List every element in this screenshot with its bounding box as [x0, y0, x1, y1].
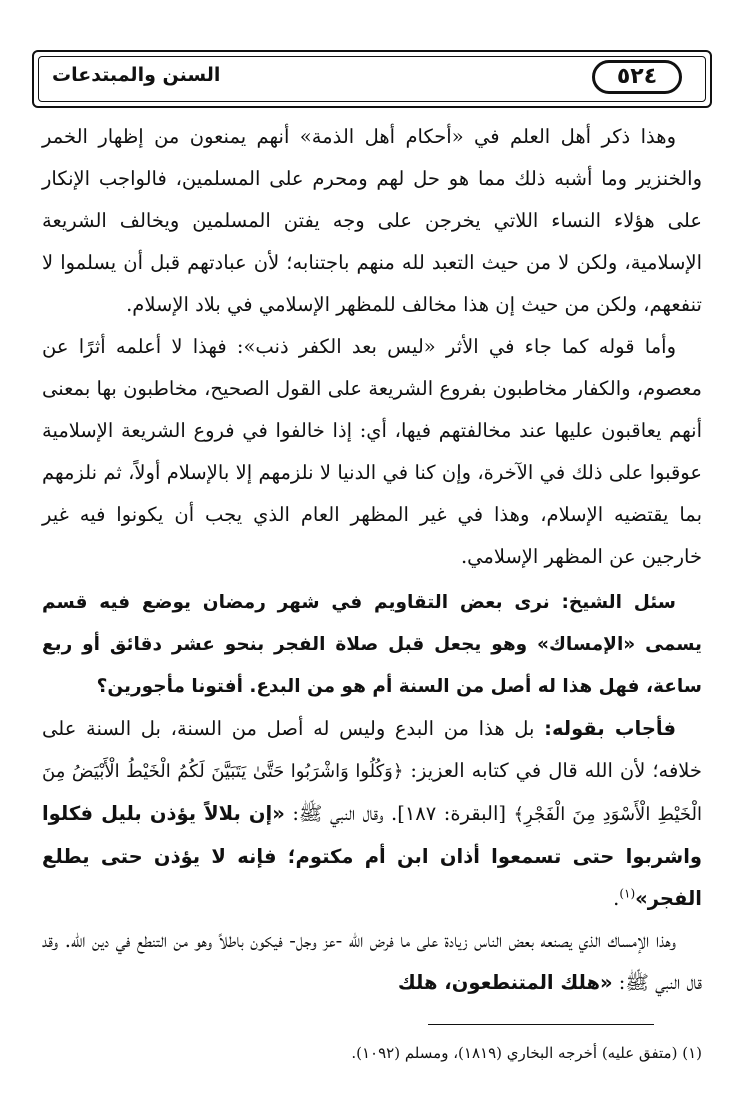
imsak-text: وهذا الإمساك الذي يصنعه بعض الناس زيادة على ما فرض الله -عز وجل- فيكون باطلاً وهو من التنطع في دين الله. وقد قال النبي ﷺ:: [42, 929, 702, 994]
footnote-reference[interactable]: (١): [619, 886, 636, 901]
answer-text-1: بل هذا من البدع وليس له أصل من السنة، بل السنة على خلافه؛ لأن الله قال في كتابه العزيز:: [42, 717, 702, 782]
answer-end: .: [613, 887, 620, 910]
hadith-bilal: «إن بلالاً يؤذن بليل فكلوا واشربوا حتى تسمعوا أذان ابن أم مكتوم؛ فإنه لا يؤذن حتى يطلع الفجر»: [42, 802, 702, 910]
answer-paragraph: [42, 708, 702, 920]
paragraph-athar: وأما قوله كما جاء في الأثر «ليس بعد الكفر ذنب»: فهذا لا أعلمه أثرًا عن معصوم، والكفار مخاطبون بفروع الشريعة على القول الصحيح، مخاطبون بها بمعنى أنهم يعاقبون عليها عند مخالفتهم فيها، أي: إذا خالفوا في فروع الشريعة الإسلامية عوقبوا على ذلك في الآخرة، وإن كنا في الدنيا لا نلزمهم إلا بالإسلام أولاً، ثم نلزمهم بما يقتضيه الإسلام، وهذا في غير المظهر العام الذي يجب أن يكونوا فيه غير خارجين عن المظهر الإسلامي.: [42, 335, 702, 568]
question-paragraph: سئل الشيخ: نرى بعض التقاويم في شهر رمضان يوضع فيه قسم يسمى «الإمساك» وهو يجعل قبل صلاة الفجر بنحو عشر دقائق أو ربع ساعة، فهل هذا له أصل من السنة أم هو من البدع. أفتونا مأجورين؟: [42, 592, 702, 697]
answer-text-2: [البقرة: ١٨٧]. وقال النبي ﷺ:: [284, 802, 514, 825]
page-header: [32, 50, 712, 108]
footnote-divider: [428, 1024, 654, 1025]
answer-lead: فأجاب بقوله:: [544, 717, 676, 740]
book-title: السنن والمبتدعات: [52, 64, 221, 86]
page-number: ٥٢٤: [592, 60, 682, 94]
paragraph-dhimma: وهذا ذكر أهل العلم في «أحكام أهل الذمة» أنهم يمنعون من إظهار الخمر والخنزير وما أشبه ذلك مما هو حل لهم ومحرم على المسلمين، فالواجب الإنكار على هؤلاء النساء اللاتي يخرجن على وجه يفتن المسلمين ويخالف الشريعة الإسلامية، ولكن لا من حيث التعبد لله منهم باجتنابه؛ لأن عبادتهم قبل أن يسلموا لا تنفعهم، ولكن من حيث إن هذا مخالف للمظهر الإسلامي في بلاد الإسلام.: [42, 125, 702, 316]
paragraph-imsak: [42, 920, 702, 1004]
footnote: (١) (متفق عليه) أخرجه البخاري (١٨١٩)، ومسلم (١٠٩٢).: [351, 1044, 702, 1062]
hadith-mutanattiun: «هلك المتنطعون، هلك: [397, 971, 613, 994]
page-body: [42, 116, 702, 1004]
quran-verse: ﴿وَكُلُوا وَاشْرَبُوا حَتَّىٰ يَتَبَيَّنَ لَكُمُ الْخَيْطُ الْأَبْيَضُ مِنَ الْخَيْطِ الْأَسْوَدِ مِنَ الْفَجْرِ﴾: [42, 761, 702, 825]
